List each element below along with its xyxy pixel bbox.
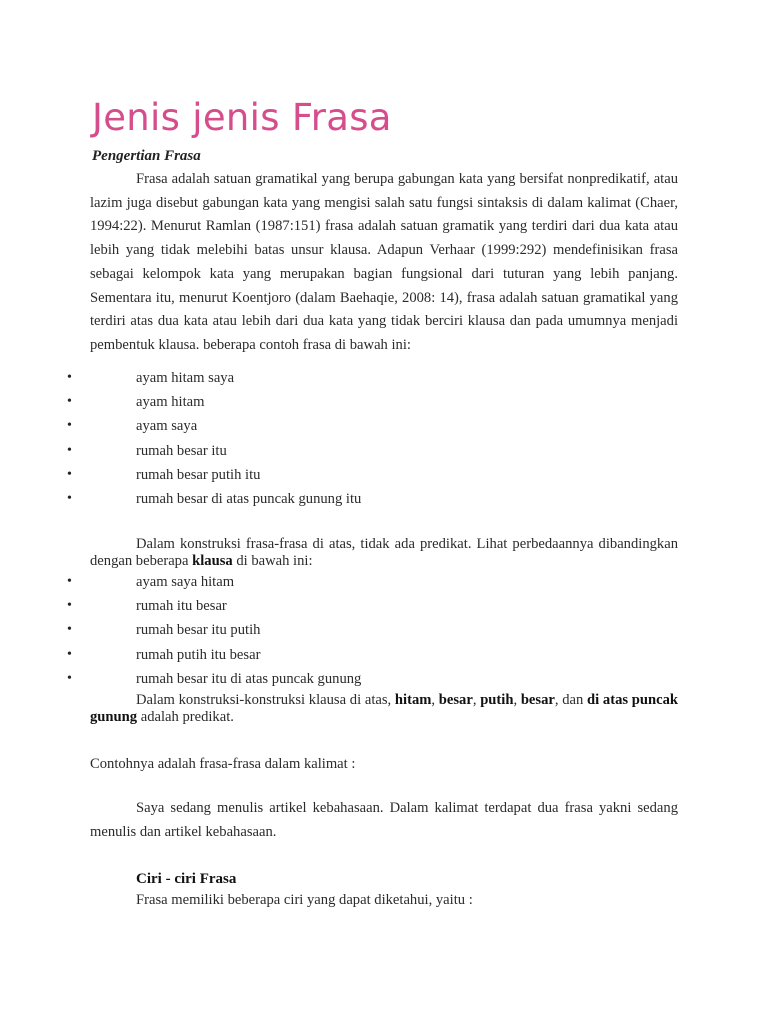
intro-text: Frasa adalah satuan gramatikal yang berupa gabungan kata yang bersifat nonpredikatif, atau lazim juga disebut gabungan kata yang mengisi salah satu fungsi sintaksis di dalam kalimat (Chaer, 1994:22). Menurut Ramlan (1987:151) frasa adalah satuan gramatik yang terdiri dari dua kata atau lebih yang tidak melebihi batas unsur klausa. Adapun Verhaar (1999:292) mendefinisikan frasa sebagai kelompok kata yang merupakan bagian fungsional dari tuturan yang lebih panjang. Sementara itu, menurut Koentjoro (dalam Baehaqie, 2008: 14), frasa adalah satuan gramatikal yang terdiri atas dua kata atau lebih dari dua kata yang tidak berciri klausa dan pada umumnya menjadi pembentuk klausa. beberapa contoh frasa di bawah ini: — [90, 171, 678, 353]
bullet-icon: • — [67, 670, 72, 686]
page-title: Jenis jenis Frasa — [92, 96, 392, 139]
klausa-bold: klausa — [192, 553, 233, 569]
bullet-icon: • — [67, 370, 72, 385]
bullet-icon: • — [67, 466, 72, 482]
section-subtitle: Pengertian Frasa — [92, 148, 201, 164]
ciri-heading: Ciri - ciri Frasa — [136, 871, 237, 887]
bullet-icon: • — [67, 574, 72, 589]
bullet-icon: • — [67, 418, 72, 434]
intro-paragraph — [90, 168, 678, 358]
contrast-paragraph: Dalam konstruksi frasa-frasa di atas, tidak ada predikat. Lihat perbedaannya dibandingkan dengan beberapa klausa di bawah ini: — [90, 536, 678, 569]
bullet-icon: • — [67, 598, 72, 614]
example-intro: Contohnya adalah frasa-frasa dalam kalimat : — [90, 756, 356, 772]
bullet-icon: • — [67, 646, 72, 662]
document-page: Jenis jenis Frasa Pengertian Frasa Frasa adalah satuan gramatikal yang berupa gabungan kata yang bersifat nonpredikatif, atau lazim juga disebut gabungan kata yang mengisi salah satu fungsi sintaksis di dalam kalimat (Chaer, 1994:22). Menurut Ramlan (1987:151) frasa adalah satuan gramatik yang terdiri dari dua kata atau lebih yang tidak melebihi batas unsur klausa. Adapun Verhaar (1999:292) mendefinisikan frasa sebagai kelompok kata yang merupakan bagian fungsional dari tuturan yang lebih panjang. Sementara itu, menurut Koentjoro (dalam Baehaqie, 2008: 14), frasa adalah satuan gramatikal yang terdiri atas dua kata atau lebih dari dua kata yang tidak berciri klausa dan pada umumnya menjadi pembentuk klausa. beberapa contoh frasa di bawah ini: • ayam hitam saya • ayam hitam • ayam saya • rumah besar itu • rumah besar putih itu • rumah besar di atas puncak gunung itu Dalam konstruksi frasa-frasa di atas, tidak ada predikat. Lihat perbedaannya dibandingkan dengan beberapa klausa di bawah ini: • ayam saya hitam • rumah itu besar • rumah besar itu putih • rumah putih itu besar • rumah besar itu di atas puncak gunung Dalam konstruksi-konstruksi klausa di atas, hitam, besar, putih, besar, dan di atas puncak gunung adalah predikat. Contohnya adalah frasa-frasa dalam kalimat : Saya sedang menulis artikel kebahasaan. Dalam kalimat terdapat dua frasa yakni sedang menulis dan artikel kebahasaan. Ciri - ciri Frasa Frasa memiliki beberapa ciri yang dapat diketahui, yaitu : — [67, 96, 678, 908]
bullet-icon: • — [67, 622, 72, 638]
example-sentence-paragraph: Saya sedang menulis artikel kebahasaan. Dalam kalimat terdapat dua frasa yakni sedang menulis dan artikel kebahasaan. — [90, 800, 678, 840]
ciri-intro: Frasa memiliki beberapa ciri yang dapat diketahui, yaitu : — [136, 892, 473, 908]
bullet-icon: • — [67, 490, 72, 506]
bullet-icon: • — [67, 442, 72, 458]
clause-note-paragraph: Dalam konstruksi-konstruksi klausa di atas, hitam, besar, putih, besar, dan di atas puncak gunung adalah predikat. — [90, 692, 678, 725]
bullet-icon: • — [67, 394, 72, 410]
